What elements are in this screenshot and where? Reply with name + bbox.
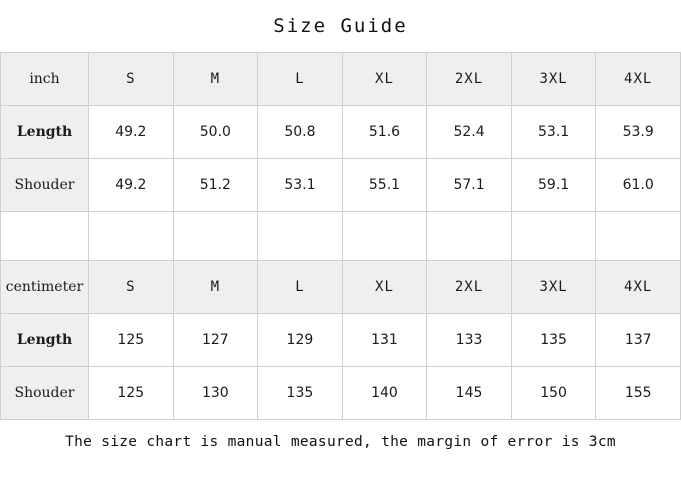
size-header-3xl: 3XL [511, 53, 596, 106]
size-header-xl: XL [342, 53, 427, 106]
row-label-length-cm: Length [1, 314, 89, 367]
size-header-2xl: 2XL [427, 53, 512, 106]
table-row [1, 106, 681, 159]
size-header-cm-2xl: 2XL [427, 261, 512, 314]
size-header-cm-s: S [89, 261, 174, 314]
cell-length-inch-xl: 51.6 [342, 106, 427, 159]
row-label-length-inch: Length [1, 106, 89, 159]
cell-length-inch-3xl: 53.1 [511, 106, 596, 159]
table-row [1, 367, 681, 420]
cell-shouder-inch-3xl: 59.1 [511, 159, 596, 212]
row-label-shouder-cm: Shouder [1, 367, 89, 420]
spacer-cell [258, 212, 343, 261]
footer-note-bar [0, 420, 681, 463]
spacer-cell [511, 212, 596, 261]
cell-length-cm-m: 127 [173, 314, 258, 367]
size-header-s: S [89, 53, 174, 106]
size-chart-table [0, 52, 681, 420]
cell-length-inch-m: 50.0 [173, 106, 258, 159]
cell-length-cm-4xl: 137 [596, 314, 681, 367]
cell-shouder-inch-2xl: 57.1 [427, 159, 512, 212]
page-title: Size Guide [273, 15, 408, 37]
unit-header-centimeter: centimeter [1, 261, 89, 314]
cell-length-inch-4xl: 53.9 [596, 106, 681, 159]
size-header-l: L [258, 53, 343, 106]
cell-length-cm-2xl: 133 [427, 314, 512, 367]
cell-shouder-cm-xl: 140 [342, 367, 427, 420]
unit-header-inch: inch [1, 53, 89, 106]
size-header-4xl: 4XL [596, 53, 681, 106]
cell-shouder-inch-s: 49.2 [89, 159, 174, 212]
table-header-row-inch [1, 53, 681, 106]
size-header-cm-3xl: 3XL [511, 261, 596, 314]
cell-shouder-inch-xl: 55.1 [342, 159, 427, 212]
cell-shouder-inch-m: 51.2 [173, 159, 258, 212]
title-bar [0, 0, 681, 52]
size-header-cm-xl: XL [342, 261, 427, 314]
table-row [1, 314, 681, 367]
cell-length-cm-xl: 131 [342, 314, 427, 367]
spacer-cell [173, 212, 258, 261]
table-spacer-row [1, 212, 681, 261]
table-row [1, 159, 681, 212]
cell-shouder-cm-2xl: 145 [427, 367, 512, 420]
cell-length-cm-s: 125 [89, 314, 174, 367]
cell-length-inch-s: 49.2 [89, 106, 174, 159]
cell-shouder-cm-3xl: 150 [511, 367, 596, 420]
spacer-cell [1, 212, 89, 261]
table-header-row-cm [1, 261, 681, 314]
spacer-cell [596, 212, 681, 261]
size-header-cm-l: L [258, 261, 343, 314]
cell-shouder-cm-m: 130 [173, 367, 258, 420]
spacer-cell [342, 212, 427, 261]
cell-shouder-cm-s: 125 [89, 367, 174, 420]
size-header-cm-4xl: 4XL [596, 261, 681, 314]
size-header-m: M [173, 53, 258, 106]
cell-length-cm-l: 129 [258, 314, 343, 367]
cell-shouder-cm-4xl: 155 [596, 367, 681, 420]
cell-shouder-inch-4xl: 61.0 [596, 159, 681, 212]
cell-shouder-cm-l: 135 [258, 367, 343, 420]
spacer-cell [89, 212, 174, 261]
footer-note: The size chart is manual measured, the margin of error is 3cm [65, 433, 616, 450]
cell-length-cm-3xl: 135 [511, 314, 596, 367]
row-label-shouder-inch: Shouder [1, 159, 89, 212]
cell-length-inch-l: 50.8 [258, 106, 343, 159]
cell-shouder-inch-l: 53.1 [258, 159, 343, 212]
size-header-cm-m: M [173, 261, 258, 314]
spacer-cell [427, 212, 512, 261]
cell-length-inch-2xl: 52.4 [427, 106, 512, 159]
